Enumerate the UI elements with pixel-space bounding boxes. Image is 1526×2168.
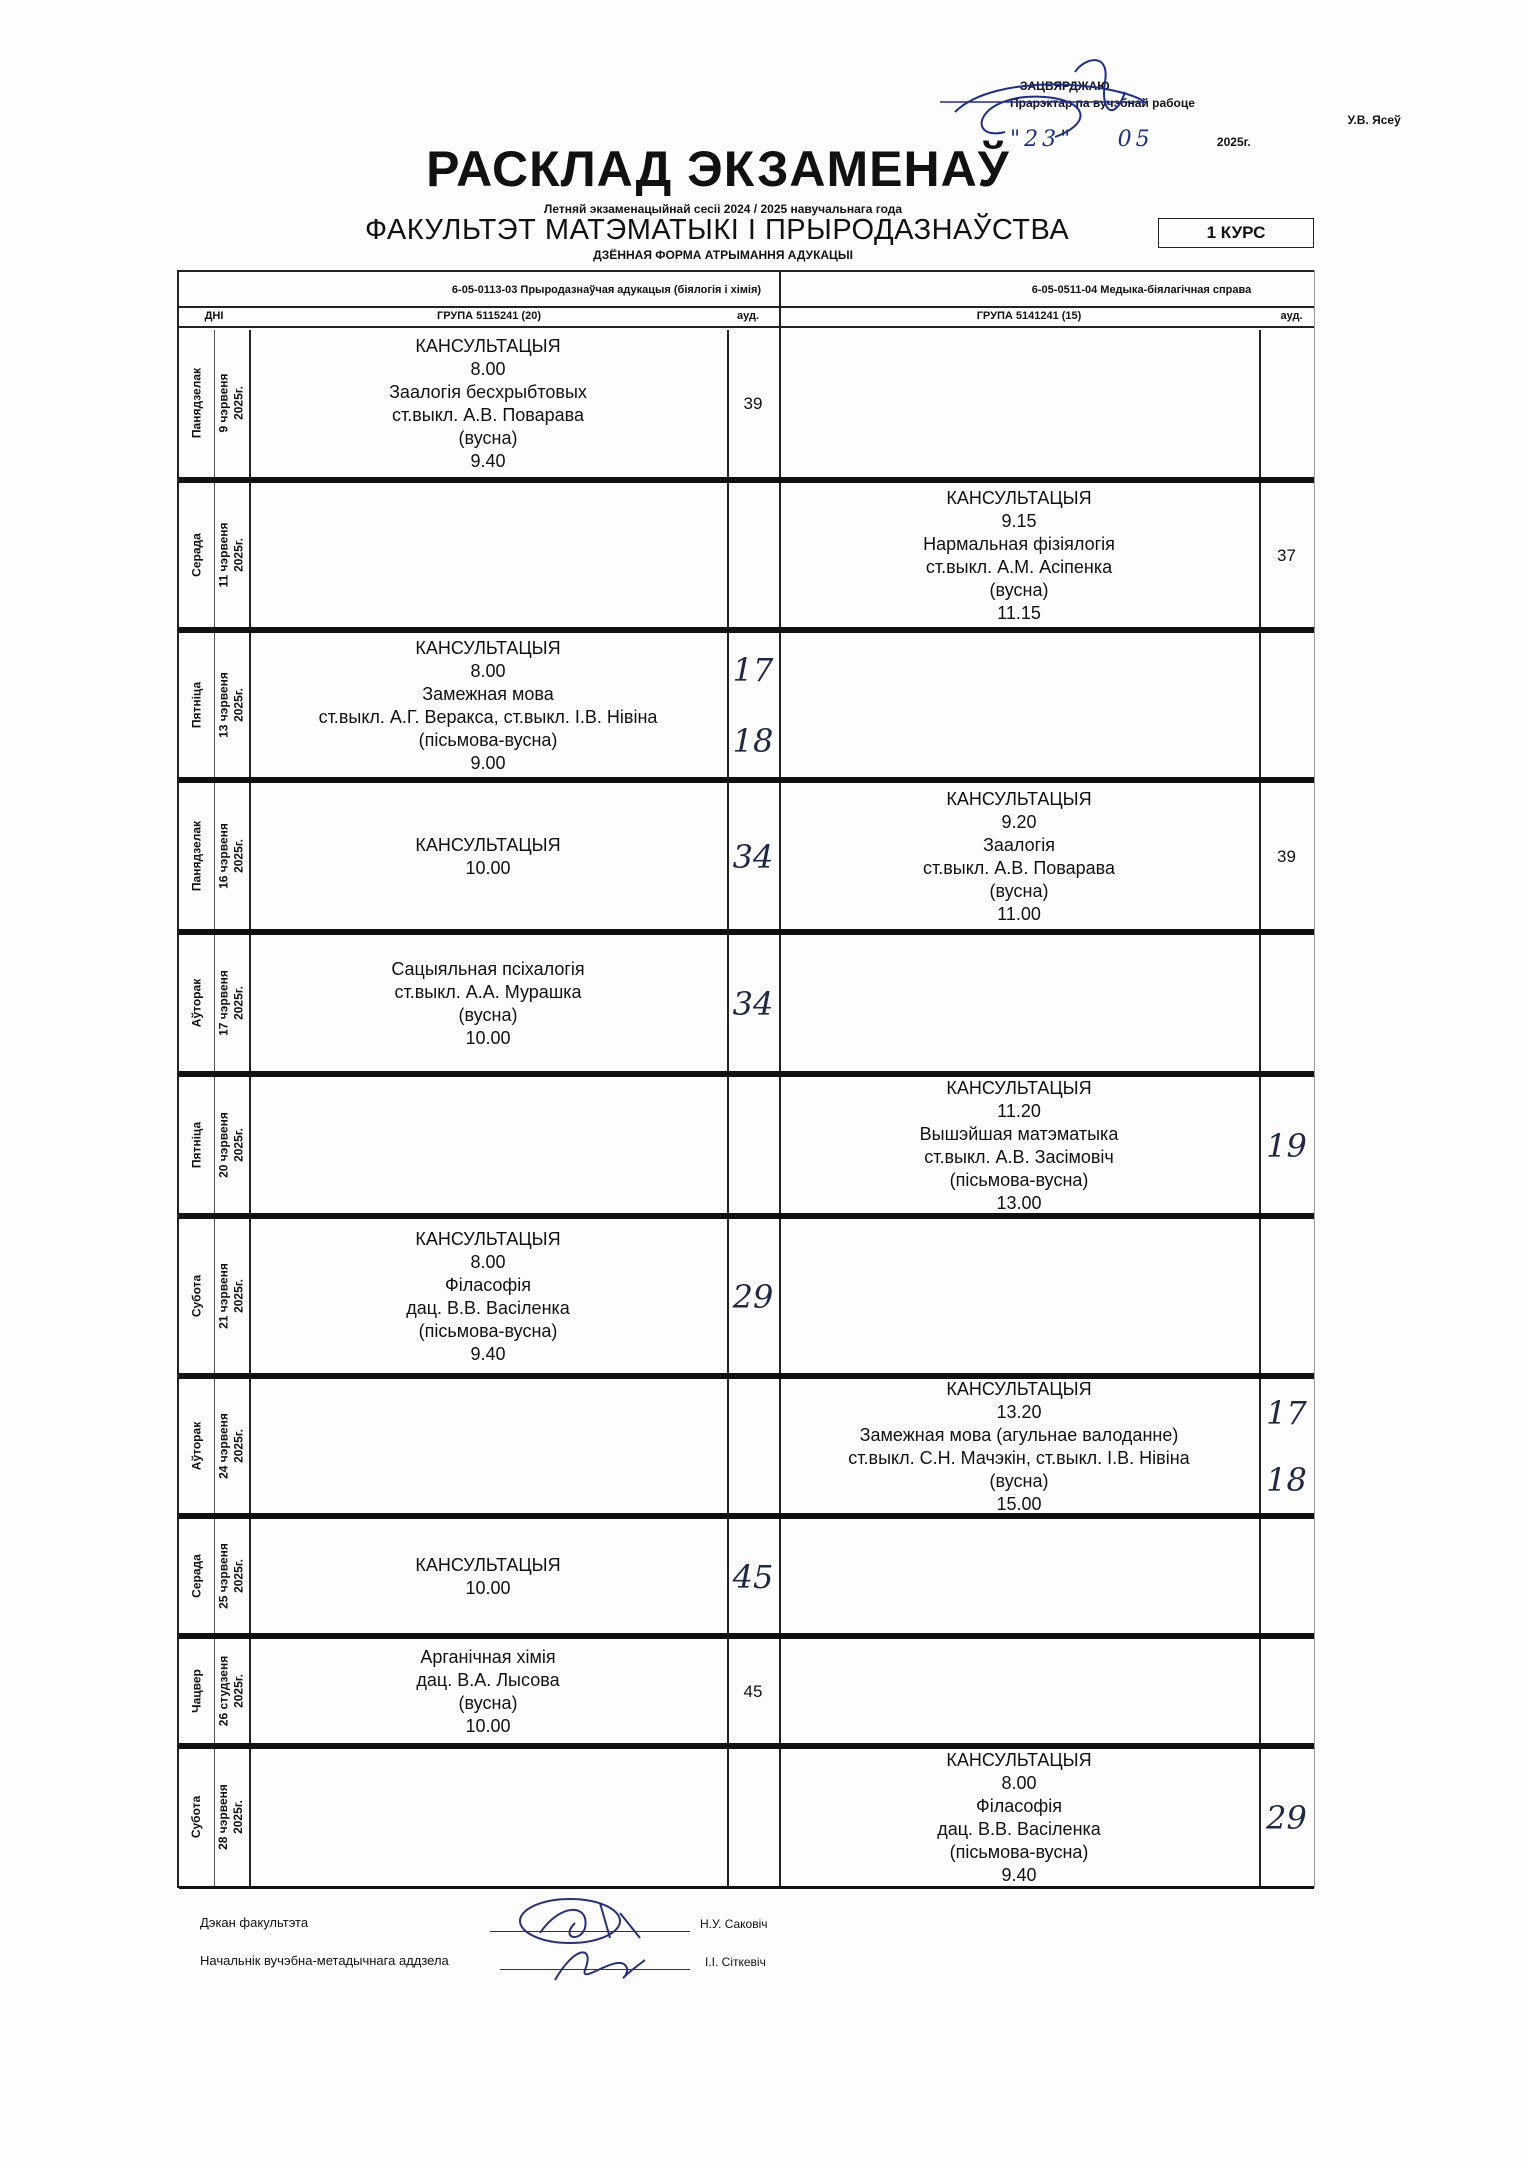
exam-cell bbox=[249, 1520, 727, 1633]
schedule-row bbox=[179, 1520, 1314, 1633]
exam-cell-title: Арганічная хімія bbox=[420, 1646, 556, 1667]
group-1-header: ГРУПА 5115241 (20) bbox=[436, 310, 541, 322]
exam-cell-line: 10.00 bbox=[465, 1715, 511, 1736]
exam-cell-line: 13.20 bbox=[996, 1401, 1042, 1422]
exam-cell-title: КАНСУЛЬТАЦЫЯ bbox=[415, 1228, 561, 1249]
exam-cell-line: 9.15 bbox=[1001, 510, 1037, 531]
day-date-text: 11 чэрвеня bbox=[216, 521, 230, 588]
faculty-name: ФАКУЛЬТЭТ МАТЭМАТЫКІ І ПРЫРОДАЗНАЎСТВА bbox=[365, 214, 1070, 246]
exam-cell bbox=[249, 1640, 727, 1743]
study-form: ДЗЁННАЯ ФОРМА АТРЫМАННЯ АДУКАЦЫІ bbox=[593, 248, 853, 262]
exam-cell-line: 11.00 bbox=[997, 903, 1041, 924]
day-date bbox=[216, 633, 246, 776]
exam-cell-line: (вусна) bbox=[458, 427, 518, 448]
day-name: Пятніца bbox=[189, 1121, 203, 1168]
auditorium-number: 18 bbox=[1266, 1460, 1307, 1499]
auditorium-number: 37 bbox=[1277, 545, 1296, 565]
auditorium-cell bbox=[1259, 1640, 1314, 1743]
auditorium-cell bbox=[1259, 1520, 1314, 1633]
exam-cell-line: 9.00 bbox=[470, 752, 506, 773]
exam-cell-line: ст.выкл. С.Н. Мачэкін, ст.выкл. І.В. Нівіна bbox=[848, 1447, 1190, 1468]
exam-cell-title: КАНСУЛЬТАЦЫЯ bbox=[946, 1077, 1092, 1098]
exam-cell-line: 10.00 bbox=[465, 857, 511, 878]
exam-cell-line: 9.40 bbox=[1001, 1865, 1037, 1885]
day-year-text: 2025г. bbox=[231, 838, 245, 873]
exam-cell-line: 9.40 bbox=[470, 450, 506, 471]
exam-cell bbox=[779, 936, 1259, 1071]
auditorium-cell bbox=[727, 484, 779, 627]
auditorium-cell bbox=[1259, 1078, 1314, 1213]
auditorium-cell bbox=[1259, 634, 1314, 777]
day-name: Серада bbox=[189, 532, 203, 577]
schedule-row bbox=[179, 634, 1314, 777]
exam-cell bbox=[779, 784, 1259, 929]
exam-cell bbox=[779, 484, 1259, 627]
auditorium-number: 34 bbox=[732, 837, 774, 876]
exam-schedule-table bbox=[177, 270, 1315, 1888]
day-name: Аўторак bbox=[189, 978, 203, 1027]
day-date bbox=[216, 1219, 246, 1372]
auditorium-cell bbox=[727, 1750, 779, 1886]
exam-cell-line: Філасофія bbox=[445, 1274, 531, 1295]
exam-cell-line: 8.00 bbox=[470, 358, 506, 379]
exam-cell-line: (вусна) bbox=[458, 1692, 518, 1713]
course-badge: 1 КУРС bbox=[1158, 218, 1314, 248]
exam-cell-line: 9.20 bbox=[1001, 811, 1037, 832]
auditorium-number: 45 bbox=[743, 1681, 763, 1701]
exam-cell bbox=[779, 634, 1259, 777]
day-name: Субота bbox=[189, 1795, 203, 1839]
exam-cell-line: 11.15 bbox=[997, 602, 1041, 623]
exam-cell-title: КАНСУЛЬТАЦЫЯ bbox=[415, 637, 561, 658]
day-year-text: 2025г. bbox=[231, 537, 245, 572]
auditorium-cell bbox=[727, 634, 779, 777]
exam-cell-line: дац. В.В. Васіленка bbox=[406, 1297, 570, 1318]
auditorium-number: 18 bbox=[732, 722, 774, 761]
day-name: Серада bbox=[189, 1553, 203, 1598]
day-date bbox=[216, 329, 246, 476]
auditorium-number: 29 bbox=[732, 1277, 774, 1316]
exam-cell-line: 9.40 bbox=[470, 1343, 506, 1364]
exam-cell bbox=[779, 1750, 1259, 1886]
exam-cell-title: Сацыяльная псіхалогія bbox=[391, 958, 585, 979]
exam-cell-line: Філасофія bbox=[976, 1796, 1062, 1816]
auditorium-cell bbox=[727, 1078, 779, 1213]
head-name: І.І. Сіткевіч bbox=[705, 1955, 766, 1969]
day-date-text: 26 студзеня bbox=[216, 1655, 230, 1726]
auditorium-cell bbox=[727, 1520, 779, 1633]
schedule-row bbox=[179, 484, 1314, 627]
auditorium-number: 39 bbox=[743, 393, 763, 413]
exam-cell-line: ст.выкл. А.М. Асіпенка bbox=[925, 556, 1113, 577]
day-year-text: 2025г. bbox=[231, 1673, 245, 1708]
exam-cell-line: Нармальная фізіялогія bbox=[923, 533, 1115, 554]
exam-cell-line: 13.00 bbox=[996, 1192, 1042, 1213]
exam-cell bbox=[249, 1078, 727, 1213]
exam-cell bbox=[779, 1078, 1259, 1213]
auditorium-cell bbox=[1259, 1380, 1314, 1513]
exam-cell bbox=[249, 1750, 727, 1886]
exam-cell-line: (вусна) bbox=[989, 579, 1049, 600]
approval-date-day: "23" bbox=[1010, 127, 1075, 152]
exam-cell bbox=[249, 1380, 727, 1513]
exam-cell-line: 11.20 bbox=[997, 1100, 1041, 1121]
specialty-1-header: 6-05-0113-03 Прыродазнаўчая адукацыя (біялогія і хімія) bbox=[451, 284, 762, 296]
exam-cell-title: КАНСУЛЬТАЦЫЯ bbox=[946, 788, 1092, 809]
auditorium-cell bbox=[1259, 1750, 1314, 1886]
day-name: Чацвер bbox=[189, 1668, 203, 1713]
exam-cell-line: дац. В.А. Лысова bbox=[416, 1669, 560, 1690]
exam-cell bbox=[779, 1220, 1259, 1373]
exam-cell-line: 15.00 bbox=[996, 1493, 1042, 1514]
exam-cell bbox=[249, 1220, 727, 1373]
exam-cell bbox=[779, 1520, 1259, 1633]
exam-cell bbox=[779, 1380, 1259, 1513]
auditorium-cell bbox=[727, 1640, 779, 1743]
exam-cell-line: (пісьмова-вусна) bbox=[418, 729, 558, 750]
exam-cell-line: Заалогія bbox=[983, 834, 1055, 855]
schedule-row bbox=[179, 1220, 1314, 1373]
exam-cell bbox=[779, 330, 1259, 477]
aud-1-header: ауд. bbox=[737, 310, 759, 322]
auditorium-cell bbox=[1259, 936, 1314, 1071]
day-date-text: 13 чэрвеня bbox=[216, 671, 230, 738]
day-year-text: 2025г. bbox=[231, 1558, 245, 1593]
exam-cell-title: КАНСУЛЬТАЦЫЯ bbox=[415, 335, 561, 356]
exam-cell-line: 8.00 bbox=[1001, 1773, 1037, 1793]
auditorium-number: 17 bbox=[732, 650, 774, 689]
day-date bbox=[216, 483, 246, 626]
day-date bbox=[216, 1077, 246, 1212]
exam-cell-line: Замежная мова (агульнае валоданне) bbox=[859, 1424, 1179, 1445]
day-date-text: 16 чэрвеня bbox=[216, 822, 230, 889]
schedule-row bbox=[179, 1640, 1314, 1743]
exam-cell bbox=[249, 634, 727, 777]
days-header: ДНІ bbox=[204, 310, 224, 322]
auditorium-number: 45 bbox=[732, 1557, 774, 1596]
exam-cell bbox=[779, 1640, 1259, 1743]
exam-cell-line: Вышэйшая матэматыка bbox=[919, 1123, 1119, 1144]
day-year-text: 2025г. bbox=[231, 385, 245, 420]
exam-cell-title: КАНСУЛЬТАЦЫЯ bbox=[946, 487, 1092, 508]
schedule-row bbox=[179, 1380, 1314, 1513]
day-name: Панядзелак bbox=[189, 820, 203, 891]
exam-cell bbox=[249, 784, 727, 929]
exam-cell-line: ст.выкл. А.А. Мурашка bbox=[394, 981, 582, 1002]
day-year-text: 2025г. bbox=[231, 1800, 245, 1834]
schedule-row bbox=[179, 1750, 1314, 1886]
auditorium-cell bbox=[1259, 484, 1314, 627]
approval-heading: ЗАЦВЯРДЖАЮ bbox=[1020, 79, 1110, 93]
auditorium-cell bbox=[1259, 1220, 1314, 1373]
day-date bbox=[216, 1519, 246, 1632]
day-year-text: 2025г. bbox=[231, 1428, 245, 1463]
day-name: Панядзелак bbox=[189, 367, 203, 438]
auditorium-number: 17 bbox=[1266, 1394, 1307, 1433]
specialty-2-header: 6-05-0511-04 Медыка-біялагічная справа bbox=[1031, 284, 1252, 296]
exam-cell-line: (вусна) bbox=[989, 1470, 1049, 1491]
day-date-text: 21 чэрвеня bbox=[216, 1262, 230, 1329]
exam-cell-line: 10.00 bbox=[465, 1577, 511, 1598]
day-date-text: 9 чэрвеня bbox=[216, 372, 230, 433]
group-2-header: ГРУПА 5141241 (15) bbox=[976, 310, 1082, 322]
auditorium-cell bbox=[727, 1220, 779, 1373]
exam-cell-line: ст.выкл. А.В. Засімовіч bbox=[924, 1146, 1114, 1167]
day-date bbox=[216, 935, 246, 1070]
exam-cell-line: (пісьмова-вусна) bbox=[418, 1320, 558, 1341]
exam-cell-title: КАНСУЛЬТАЦЫЯ bbox=[946, 1750, 1092, 1770]
approval-date-year: 2025г. bbox=[1216, 135, 1251, 149]
dean-label: Дэкан факультэта bbox=[200, 1915, 309, 1930]
auditorium-cell bbox=[1259, 330, 1314, 477]
exam-cell-line: дац. В.В. Васіленка bbox=[937, 1819, 1101, 1839]
exam-cell-line: Заалогія бесхрыбтовых bbox=[389, 381, 587, 402]
day-year-text: 2025г. bbox=[231, 1127, 245, 1162]
head-label: Начальнік вучэбна-метадычнага аддзела bbox=[200, 1953, 449, 1968]
dean-name: Н.У. Саковіч bbox=[700, 1917, 768, 1931]
approval-person: У.В. Ясеў bbox=[1347, 113, 1401, 127]
exam-cell bbox=[249, 936, 727, 1071]
exam-cell-title: КАНСУЛЬТАЦЫЯ bbox=[946, 1378, 1092, 1399]
exam-cell-line: Замежная мова bbox=[422, 683, 554, 704]
exam-cell-line: ст.выкл. А.В. Поварава bbox=[391, 404, 585, 425]
day-year-text: 2025г. bbox=[231, 1278, 245, 1313]
exam-cell bbox=[249, 484, 727, 627]
day-date-text: 25 чэрвеня bbox=[216, 1542, 230, 1609]
exam-cell-title: КАНСУЛЬТАЦЫЯ bbox=[415, 834, 561, 855]
day-date bbox=[216, 783, 246, 928]
exam-cell-line: 8.00 bbox=[470, 660, 506, 681]
day-date bbox=[216, 1749, 246, 1885]
auditorium-cell bbox=[727, 1380, 779, 1513]
day-name: Аўторак bbox=[189, 1421, 203, 1470]
auditorium-cell bbox=[727, 784, 779, 929]
approval-position: Прарэктар па вучэбнай рабоце bbox=[1010, 96, 1195, 110]
exam-cell bbox=[249, 330, 727, 477]
exam-cell-line: 10.00 bbox=[465, 1027, 511, 1048]
exam-cell-line: (вусна) bbox=[458, 1004, 518, 1025]
page-title: РАСКЛАД ЭКЗАМЕНАЎ bbox=[426, 141, 1010, 197]
day-date bbox=[216, 1379, 246, 1512]
exam-cell-line: (пісьмова-вусна) bbox=[949, 1169, 1089, 1190]
auditorium-number: 34 bbox=[732, 984, 774, 1023]
approval-signature-icon bbox=[935, 52, 1235, 152]
exam-cell-line: ст.выкл. А.Г. Веракса, ст.выкл. І.В. Нівіна bbox=[318, 706, 658, 727]
day-name: Пятніца bbox=[189, 681, 203, 728]
auditorium-cell bbox=[727, 936, 779, 1071]
auditorium-number: 29 bbox=[1266, 1799, 1307, 1837]
aud-2-header: ауд. bbox=[1280, 310, 1303, 322]
exam-cell-line: ст.выкл. А.В. Поварава bbox=[922, 857, 1116, 878]
auditorium-number: 39 bbox=[1277, 846, 1296, 866]
schedule-row bbox=[179, 330, 1314, 477]
exam-cell-line: (вусна) bbox=[989, 880, 1049, 901]
day-date-text: 17 чэрвеня bbox=[216, 969, 230, 1036]
schedule-row bbox=[179, 936, 1314, 1071]
day-name: Субота bbox=[189, 1274, 203, 1317]
schedule-row bbox=[179, 1078, 1314, 1213]
session-subtitle: Летняй экзаменацыйнай сесіі 2024 / 2025 навучальнага года bbox=[543, 202, 903, 216]
head-signature-icon bbox=[545, 1935, 665, 1995]
day-date-text: 24 чэрвеня bbox=[216, 1412, 230, 1479]
auditorium-cell bbox=[727, 330, 779, 477]
exam-cell-line: (пісьмова-вусна) bbox=[949, 1842, 1089, 1862]
exam-cell-line: 8.00 bbox=[470, 1251, 506, 1272]
day-year-text: 2025г. bbox=[231, 687, 245, 722]
approval-date-month: 05 bbox=[1117, 127, 1154, 152]
day-date-text: 20 чэрвеня bbox=[216, 1111, 230, 1178]
day-year-text: 2025г. bbox=[231, 985, 245, 1020]
auditorium-number: 19 bbox=[1266, 1126, 1307, 1165]
day-date-text: 28 чэрвеня bbox=[216, 1784, 230, 1850]
day-date bbox=[216, 1639, 246, 1742]
exam-cell-title: КАНСУЛЬТАЦЫЯ bbox=[415, 1554, 561, 1575]
schedule-row bbox=[179, 784, 1314, 929]
auditorium-cell bbox=[1259, 784, 1314, 929]
